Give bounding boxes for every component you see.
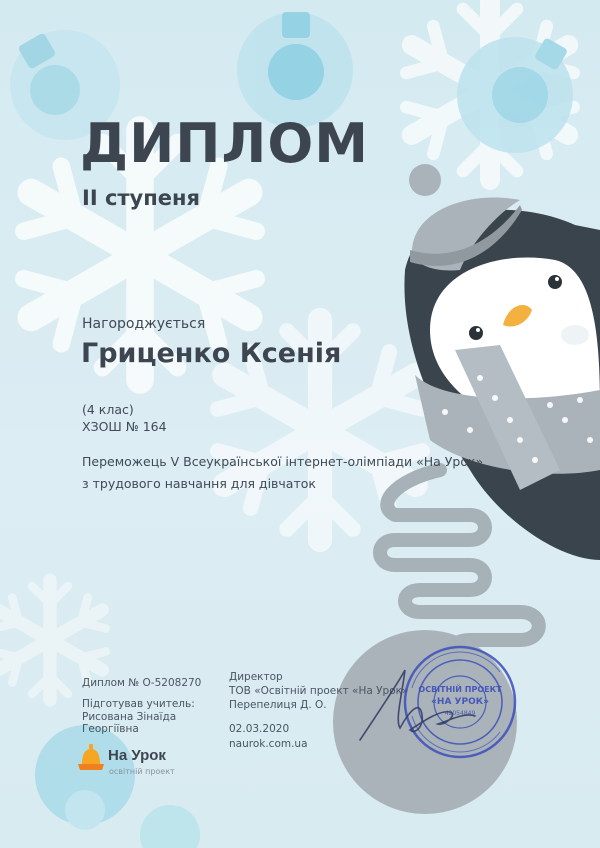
penguin-illustration [404, 164, 600, 560]
svg-text:«НА УРОК»: «НА УРОК» [431, 697, 489, 707]
teacher-block [82, 698, 195, 736]
teacher-name-line-2: Георгіївна [82, 723, 139, 735]
company-name: ТОВ «Освітній проект «На Урок» [229, 685, 409, 697]
prepared-label: Підготував учитель: [82, 698, 195, 710]
ornament-ball [140, 805, 200, 848]
issue-date: 02.03.2020 [229, 723, 290, 735]
awarded-label: Нагороджується [82, 316, 206, 332]
svg-text:42054849: 42054849 [444, 710, 476, 717]
achievement-line-2: з трудового навчання для дівчаток [82, 476, 316, 491]
website-link[interactable]: naurok.com.ua [229, 738, 308, 750]
diploma-number: Диплом № О-5208270 [82, 677, 202, 689]
diploma-title: ДИПЛОМ [80, 112, 369, 175]
ornament-ball [457, 37, 573, 153]
bell-icon [78, 744, 104, 774]
naurok-logo[interactable] [78, 744, 198, 784]
teacher-name-line-1: Рисована Зінаїда [82, 710, 177, 723]
logo-name: На Урок [108, 747, 166, 764]
svg-text:ОСВІТНІЙ ПРОЕКТ: ОСВІТНІЙ ПРОЕКТ [418, 685, 502, 694]
achievement-line-1: Переможець V Всеукраїнської інтернет-олімпіади «На Урок» [82, 454, 484, 469]
diploma-degree: ІІ ступеня [82, 186, 200, 210]
logo-tagline: освітній проект [109, 767, 175, 776]
grade-text: (4 клас) [82, 402, 134, 417]
director-title: Директор [229, 671, 283, 683]
ornament-ball [237, 12, 353, 128]
director-name: Перепелиця Д. О. [229, 699, 327, 711]
school-text: ХЗОШ № 164 [82, 419, 167, 434]
recipient-name: Гриценко Ксенія [81, 338, 342, 369]
achievement-text [82, 451, 483, 495]
official-seal-icon [350, 640, 530, 770]
